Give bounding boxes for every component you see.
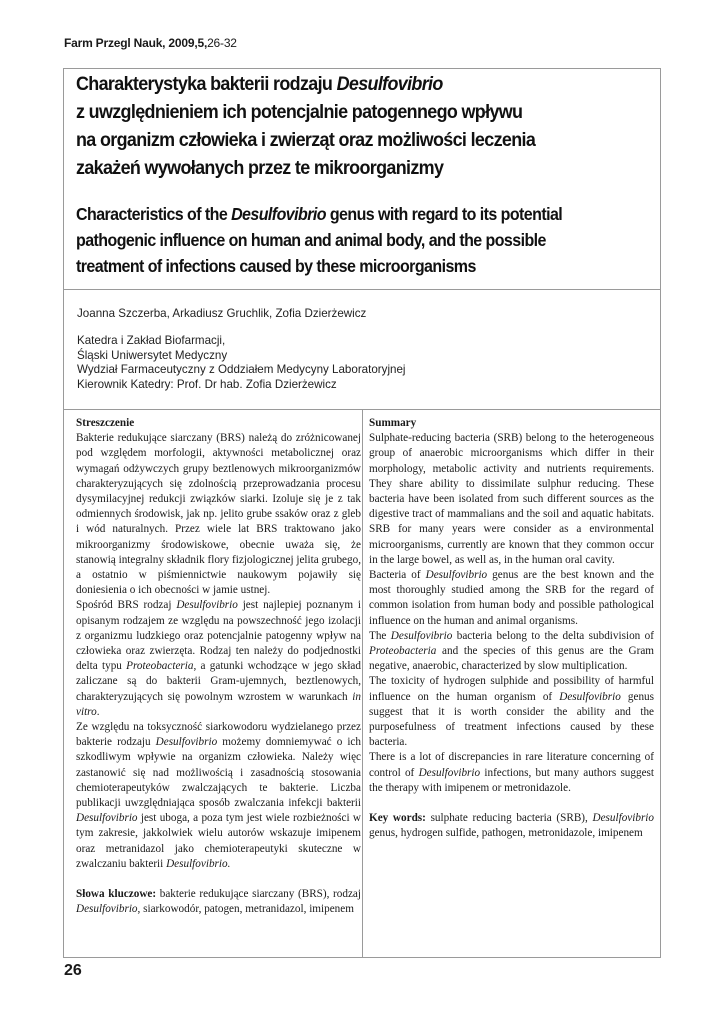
affiliation-line: Wydział Farmaceutyczny z Oddziałem Medycyny Laboratoryjnej: [77, 363, 406, 377]
title-en-line-1-end: genus with regard to its potential: [325, 204, 563, 224]
authors-section: [64, 290, 660, 410]
journal-name: Farm Przegl Nauk, 2009,5,: [64, 36, 208, 50]
abstract-en-paragraph: Bacteria of Desulfovibrio genus are the best known and the most thoroughly studied among the SRB for the regard of common isolation from human body and possible pathological influence on the human and animal organisms.: [369, 569, 654, 627]
affiliation-line: Kierownik Katedry: Prof. Dr hab. Zofia Dzierżewicz: [77, 377, 337, 391]
journal-pages: 26-32: [207, 36, 237, 50]
abstract-pl-heading: Streszczenie: [76, 417, 135, 429]
title-en-line-3: treatment of infections caused by these microorganisms: [76, 256, 476, 276]
title-section: [64, 69, 660, 290]
abstract-pl-paragraph: Ze względu na toksyczność siarkowodoru wydzielanego przez bakterie rodzaju Desulfovibrio możemy domniemywać o ich szkodliwym wpływie na organizm człowieka. Należy więc zastanowić się nad możliwością i zasadnością stosowania chemioterapeutyków zwalczających te bakterie. Liczba publikacji uwzględniająca sposób zwalczania infekcji bakterii Desulfovibrio jest uboga, a poza tym jest wiele rozbieżności w tym zakresie, jakkolwiek wielu autorów wskazuje imipenem oraz metranidazol jako chemioterapeutyki skuteczne w zwalczaniu bakterii Desulfovibrio.: [76, 721, 361, 870]
affiliation-line: Śląski Uniwersytet Medyczny: [77, 348, 228, 362]
keywords-polish: Słowa kluczowe: bakterie redukujące siarczany (BRS), rodzaj Desulfovibrio, siarkowodór, patogen, metranidazol, imipenem: [76, 888, 361, 916]
abstract-en-paragraph: The Desulfovibrio bacteria belong to the delta subdivision of Proteobacteria and the species of this genus are the Gram negative, anaerobic, characterized by slow multiplication.: [369, 629, 654, 673]
abstract-en-paragraph: The toxicity of hydrogen sulphide and possibility of harmful influence on the human organism of Desulfovibrio genus suggest that it is worth consider the ability and the purposefulness of treatment infections caused by these bacteria.: [369, 675, 654, 749]
author-list: Joanna Szczerba, Arkadiusz Gruchlik, Zofia Dzierżewicz: [77, 307, 367, 320]
title-pl-genus: Desulfovibrio: [336, 74, 443, 95]
abstract-english: [369, 416, 654, 841]
title-english: [76, 201, 653, 279]
title-polish: [76, 71, 653, 183]
column-divider: [362, 410, 363, 957]
article-frame: [63, 68, 661, 958]
keywords-english: Key words: sulphate reducing bacteria (SRB), Desulfovibrio genus, hydrogen sulfide, pathogen, metronidazole, imipenem: [369, 812, 655, 840]
page-number: 26: [64, 962, 82, 979]
abstract-en-paragraph: Sulphate-reducing bacteria (SRB) belong to the heterogeneous group of anaerobic microorganisms which differ in their morphology, metabolic activity and nutrients requirements. They share ability to dissimilate sulphur reducing. These bacteria have been isolated from such different sources as the digestive tract of mammalians and the soil and aquatic habitats. SRB for many years were consider as a environmental microorganisms, currently are known that they common occur in the large bowel, as well as, in the human oral cavity.: [369, 432, 654, 566]
affiliation-line: Katedra i Zakład Biofarmacji,: [77, 334, 226, 347]
abstract-pl-paragraph: Spośród BRS rodzaj Desulfovibrio jest najlepiej poznanym i opisanym rodzajem ze względu na powszechność jego izolacji z organizmu ludzkiego oraz potencjalnie patogenny wpływ na człowieka oraz zwierzęta. Rodzaj ten należy do podjednostki delta typu Proteobacteria, a gatunki wchodzące w jego skład zaliczane są do bakterii Gram-ujemnych, beztlenowych, charakteryzujących się powolnym wzrostem w warunkach in vitro.: [76, 599, 361, 718]
affiliation: [77, 334, 660, 392]
title-en-genus: Desulfovibrio: [231, 204, 326, 224]
title-en-line-2: pathogenic influence on human and animal body, and the possible: [76, 230, 546, 250]
abstract-en-paragraph: There is a lot of discrepancies in rare literature concerning of control of Desulfovibrio infections, but many authors suggest the therapy with imipenem or metronidazole.: [369, 751, 655, 794]
title-pl-line-3: na organizm człowieka i zwierząt oraz możliwości leczenia: [76, 130, 536, 151]
journal-citation: [64, 36, 237, 50]
title-pl-line-4: zakażeń wywołanych przez te mikroorganizmy: [76, 158, 444, 179]
title-pl-line-2: z uwzględnieniem ich potencjalnie patogennego wpływu: [76, 102, 523, 123]
abstract-polish: [76, 416, 361, 918]
title-pl-line-1: Charakterystyka bakterii rodzaju: [76, 74, 337, 95]
abstract-en-heading: Summary: [369, 417, 417, 429]
abstract-pl-paragraph: Bakterie redukujące siarczany (BRS) należą do zróżnicowanej pod względem morfologii, aktywności metabolicznej oraz wymagań odżywczych grupy beztlenowych mikroorganizmów charakteryzujących się zdolnością przeprowadzania procesu dysymilacyjnej redukcji związków siarki. Izoluje się je z tak odmiennych środowisk, jak np. jelito grube ssaków oraz z gleb i wód naturalnych. Przez wiele lat BRS traktowano jako mikroorganizmy środowiskowe, obecnie uważa się, że stanowią integralny składnik flory fizjologicznej jelita grubego, a ostatnio w piśmiennictwie naukowym pojawiły się doniesienia o ich obecności w jamie ustnej.: [76, 432, 361, 597]
title-en-line-1: Characteristics of the: [76, 204, 232, 224]
